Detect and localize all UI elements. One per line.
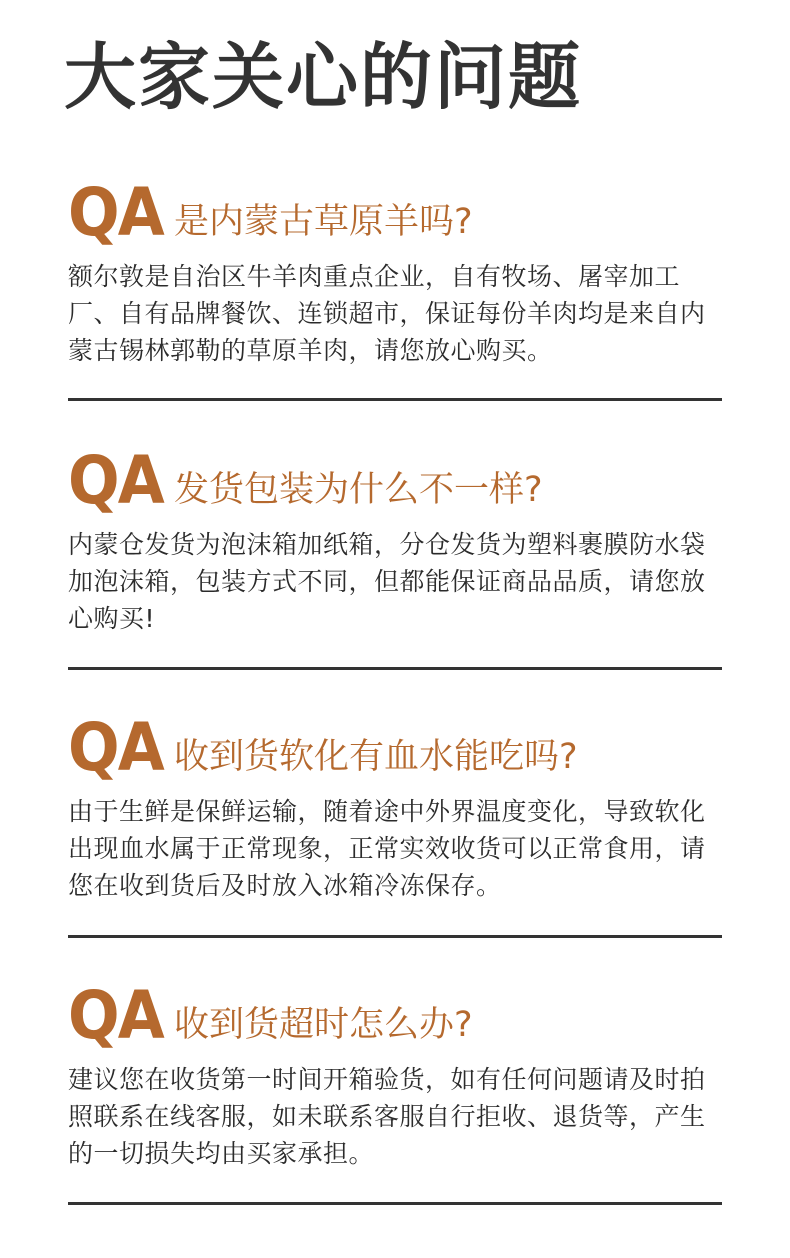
faq-question: 发货包装为什么不一样?	[174, 470, 543, 510]
faq-question-row	[68, 174, 722, 251]
qa-mark: QA	[68, 977, 163, 1054]
faq-question: 是内蒙古草原羊吗?	[174, 202, 473, 242]
qa-mark: QA	[68, 709, 163, 786]
faq-question: 收到货软化有血水能吃吗?	[174, 737, 578, 777]
faq-answer: 额尔敦是自治区牛羊肉重点企业，自有牧场、屠宰加工厂、自有品牌餐饮、连锁超市，保证每份羊肉均是来自内蒙古锡林郭勒的草原羊肉，请您放心购买。	[68, 262, 706, 365]
faq-item	[68, 174, 722, 369]
faq-item	[68, 709, 722, 904]
faq-answer: 由于生鲜是保鲜运输，随着途中外界温度变化，导致软化出现血水属于正常现象，正常实效收货可以正常食用，请您在收到货后及时放入冰箱冷冻保存。	[68, 797, 706, 900]
divider	[68, 1202, 722, 1205]
page-title: 大家关心的问题	[64, 35, 583, 119]
faq-question: 收到货超时怎么办?	[174, 1005, 473, 1045]
divider	[68, 398, 722, 401]
faq-question-row	[68, 977, 722, 1054]
qa-mark: QA	[68, 174, 163, 251]
faq-answer: 内蒙仓发货为泡沫箱加纸箱，分仓发货为塑料裹膜防水袋加泡沫箱，包装方式不同，但都能保证商品品质，请您放心购买!	[68, 530, 706, 633]
divider	[68, 667, 722, 670]
qa-mark: QA	[68, 442, 163, 519]
faq-item	[68, 442, 722, 637]
faq-item	[68, 977, 722, 1172]
faq-answer: 建议您在收货第一时间开箱验货，如有任何问题请及时拍照联系在线客服，如未联系客服自行拒收、退货等，产生的一切损失均由买家承担。	[68, 1065, 706, 1168]
faq-question-row	[68, 442, 722, 519]
divider	[68, 935, 722, 938]
faq-question-row	[68, 709, 722, 786]
